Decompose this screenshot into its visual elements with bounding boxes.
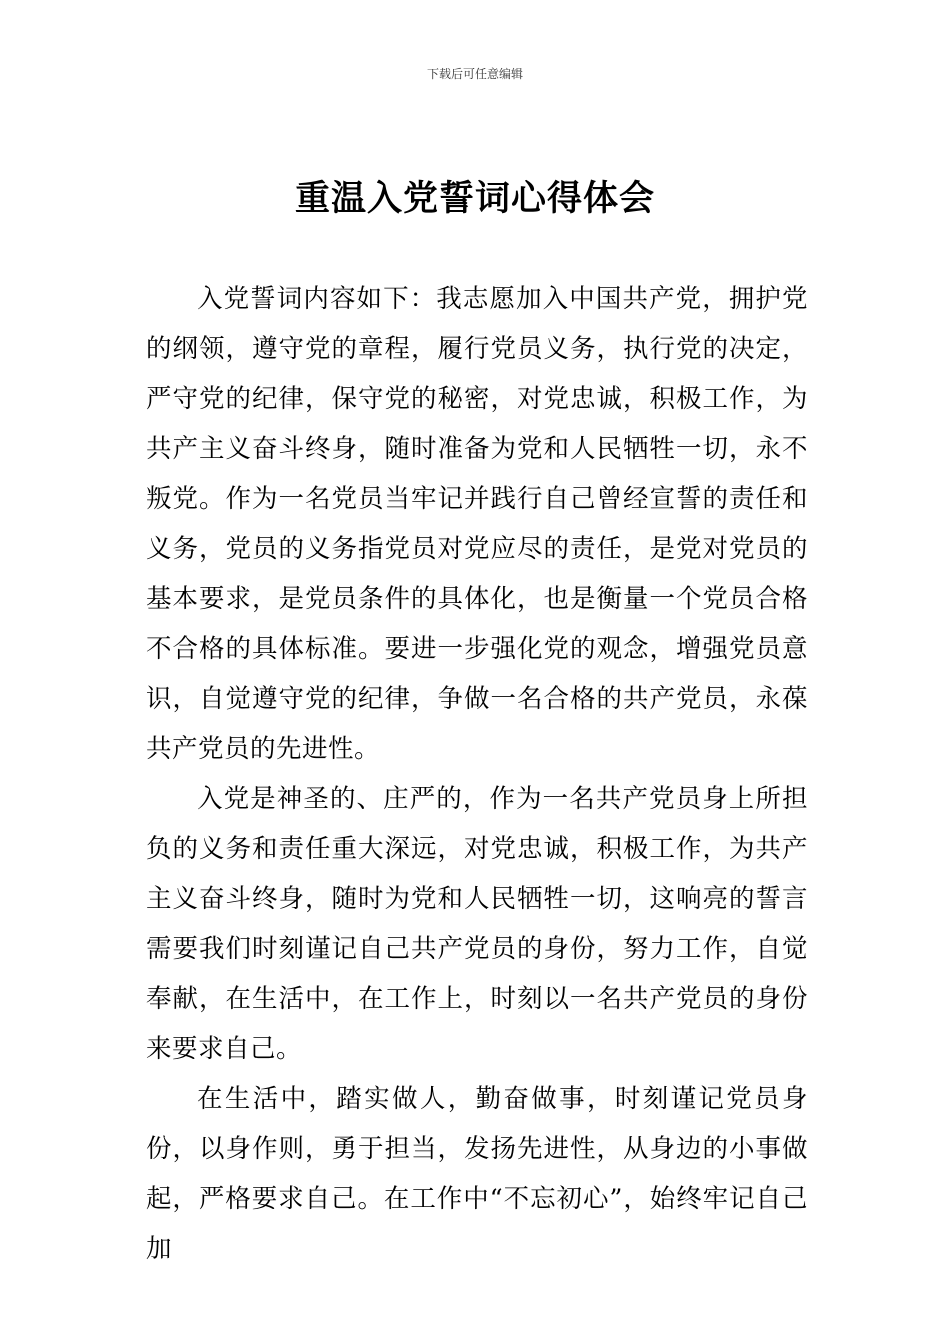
paragraph-2: 入党是神圣的、庄严的，作为一名共产党员身上所担负的义务和责任重大深远，对党忠诚，积极工作，为共产主义奋斗终身，随时为党和人民牺牲一切，这响亮的誓言需要我们时刻谨记自己共产党员的身份，努力工作，自觉奉献，在生活中，在工作上，时刻以一名共产党员的身份来要求自己。 [146, 784, 808, 1064]
paragraph-3: 在生活中，踏实做人，勤奋做事，时刻谨记党员身份，以身作则，勇于担当，发扬先进性，从身边的小事做起，严格要求自己。在工作中“不忘初心”，始终牢记自己加 [146, 1084, 808, 1264]
header-note: 下载后可任意编辑 [426, 67, 523, 81]
paragraph-1: 入党誓词内容如下：我志愿加入中国共产党，拥护党的纲领，遵守党的章程，履行党员义务，执行党的决定，严守党的纪律，保守党的秘密，对党忠诚，积极工作，为共产主义奋斗终身，随时准备为党和人民牺牲一切，永不叛党。作为一名党员当牢记并践行自己曾经宣誓的责任和义务，党员的义务指党员对党应尽的责任，是党对党员的基本要求，是党员条件的具体化，也是衡量一个党员合格不合格的具体标准。要进一步强化党的观念，增强党员意识，自觉遵守党的纪律，争做一名合格的共产党员，永葆共产党员的先进性。 [146, 284, 808, 764]
page-title: 重温入党誓词心得体会 [294, 178, 655, 219]
document-body [146, 274, 808, 1274]
